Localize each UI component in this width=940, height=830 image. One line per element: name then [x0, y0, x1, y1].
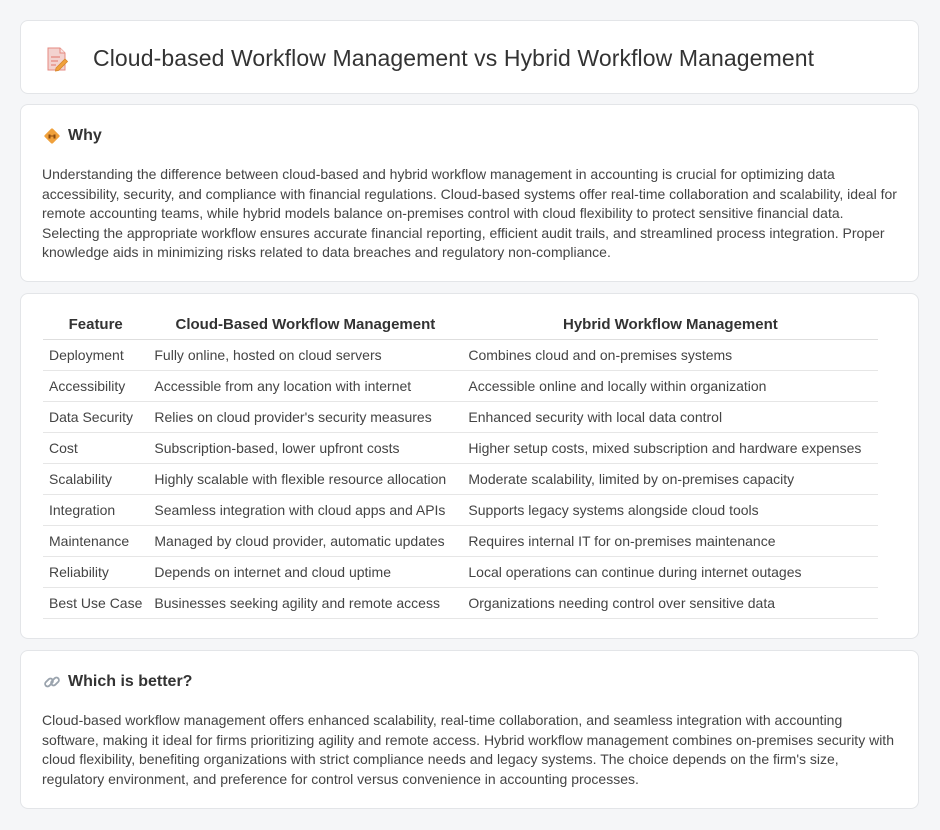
why-section [20, 104, 919, 282]
table-header-row [43, 316, 878, 339]
diamond-road-sign-icon [43, 127, 61, 145]
comparison-table [43, 316, 878, 619]
why-body: Understanding the difference between cloud-based and hybrid workflow management in accounting is crucial for optimizing data accessibility, security, and compliance with financial regulations. Cloud-based systems offer real-time collaboration and scalability, ideal for remote accounting teams, while hybrid models balance on-premises control with cloud flexibility to protect sensitive financial data. Selecting the appropriate workflow ensures accurate financial reporting, efficient audit trails, and streamlined process integration. Proper knowledge aids in minimizing risks related to data breaches and regulatory non-compliance. [42, 166, 897, 261]
hybrid-cell: Local operations can continue during internet outages [462, 556, 878, 587]
feature-cell: Integration [43, 494, 148, 525]
hybrid-cell: Supports legacy systems alongside cloud tools [462, 494, 878, 525]
feature-cell: Deployment [43, 339, 148, 370]
table-row [43, 339, 878, 370]
hybrid-cell: Organizations needing control over sensitive data [462, 587, 878, 618]
cloud-cell: Subscription-based, lower upfront costs [148, 432, 462, 463]
comparison-section [20, 293, 919, 639]
cloud-cell: Businesses seeking agility and remote access [148, 587, 462, 618]
link-icon [43, 673, 61, 691]
table-row [43, 525, 878, 556]
cloud-cell: Fully online, hosted on cloud servers [148, 339, 462, 370]
table-row [43, 556, 878, 587]
cloud-cell: Seamless integration with cloud apps and APIs [148, 494, 462, 525]
document-edit-icon [45, 46, 69, 72]
hybrid-cell: Requires internal IT for on-premises maintenance [462, 525, 878, 556]
hybrid-cell: Combines cloud and on-premises systems [462, 339, 878, 370]
cloud-cell: Managed by cloud provider, automatic updates [148, 525, 462, 556]
feature-cell: Maintenance [43, 525, 148, 556]
hybrid-cell: Accessible online and locally within organization [462, 370, 878, 401]
header-feature: Feature [43, 316, 148, 339]
hybrid-cell: Higher setup costs, mixed subscription and hardware expenses [462, 432, 878, 463]
page-title: Cloud-based Workflow Management vs Hybrid Workflow Management [93, 45, 815, 71]
table-row [43, 432, 878, 463]
better-heading [43, 673, 192, 691]
table-row [43, 463, 878, 494]
why-heading [43, 127, 102, 145]
table-row [43, 587, 878, 618]
feature-cell: Scalability [43, 463, 148, 494]
table-row [43, 494, 878, 525]
title-row [45, 45, 814, 72]
feature-cell: Accessibility [43, 370, 148, 401]
cloud-cell: Relies on cloud provider's security measures [148, 401, 462, 432]
why-title: Why [68, 127, 102, 144]
better-body: Cloud-based workflow management offers enhanced scalability, real-time collaboration, and seamless integration with accounting software, making it ideal for firms prioritizing agility and remote access. Hybrid workflow management combines on-premises security with cloud flexibility, benefiting organizations with strict compliance needs and legacy systems. The choice depends on the firm's size, regulatory environment, and preference for control versus convenience in accounting processes. [42, 712, 894, 787]
which-is-better-section [20, 650, 919, 809]
feature-cell: Reliability [43, 556, 148, 587]
header-card [20, 20, 919, 94]
cloud-cell: Highly scalable with flexible resource allocation [148, 463, 462, 494]
table-row [43, 401, 878, 432]
feature-cell: Data Security [43, 401, 148, 432]
cloud-cell: Accessible from any location with internet [148, 370, 462, 401]
header-hybrid: Hybrid Workflow Management [462, 316, 878, 339]
cloud-cell: Depends on internet and cloud uptime [148, 556, 462, 587]
better-title: Which is better? [68, 673, 193, 690]
hybrid-cell: Moderate scalability, limited by on-premises capacity [462, 463, 878, 494]
header-cloud: Cloud-Based Workflow Management [148, 316, 462, 339]
feature-cell: Best Use Case [43, 587, 148, 618]
table-row [43, 370, 878, 401]
hybrid-cell: Enhanced security with local data control [462, 401, 878, 432]
feature-cell: Cost [43, 432, 148, 463]
